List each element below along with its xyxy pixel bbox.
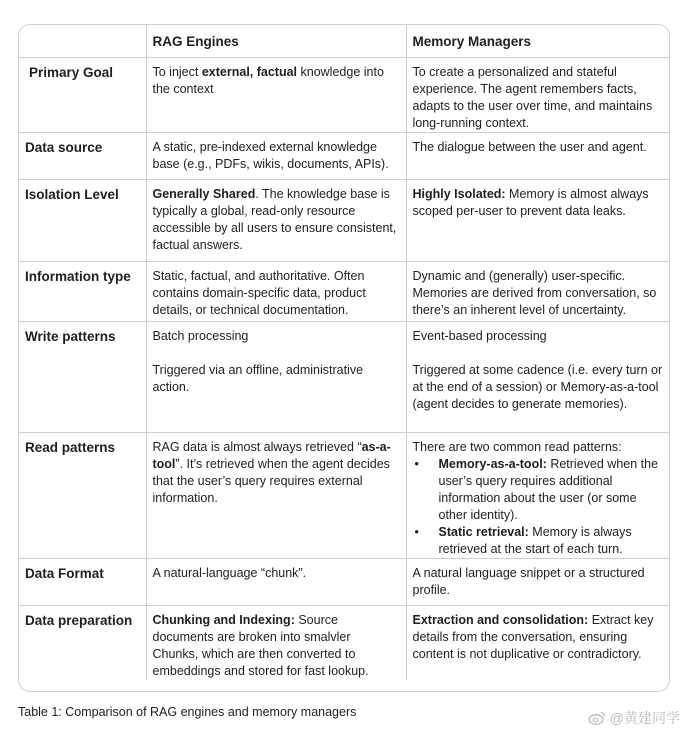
row-label: Write patterns <box>19 321 146 432</box>
memory-cell: A natural language snippet or a structured profile. <box>406 558 670 605</box>
rag-cell: To inject external, factual knowledge into the context <box>146 57 406 132</box>
mem-write-p2: Triggered at some cadence (i.e. every turn or at the end of a session) or Memory-as-a-tool (agent decides to generate memories). <box>412 362 663 411</box>
memory-cell: To create a personalized and stateful experience. The agent remembers facts, adapts to the user over time, and maintains long-running context. <box>406 57 670 132</box>
mem-write-p1: Event-based processing <box>412 328 547 343</box>
rag-cell: Generally Shared. The knowledge base is typically a global, read-only resource accessible by all users to ensure consistent, factual answers. <box>146 179 406 261</box>
row-label: Primary Goal <box>19 57 146 132</box>
comparison-table <box>19 25 670 680</box>
rag-cell <box>146 321 406 432</box>
row-label: Data source <box>19 132 146 179</box>
rag-write-p2: Triggered via an offline, administrative action. <box>152 362 364 394</box>
memory-cell <box>406 321 670 432</box>
row-write-patterns <box>19 321 670 432</box>
list-item: • Memory-as-a-tool: Retrieved when the user’s query requires additional information about the user (or some other identity). <box>413 456 666 524</box>
row-label: Data preparation <box>19 605 146 680</box>
row-label: Information type <box>19 261 146 321</box>
row-label: Isolation Level <box>19 179 146 261</box>
comparison-table-frame <box>18 24 670 692</box>
rag-cell: A natural-language “chunk”. <box>146 558 406 605</box>
rag-cell: Static, factual, and authoritative. Often contains domain-specific data, product details, or technical documentation. <box>146 261 406 321</box>
row-isolation-level <box>19 179 670 261</box>
row-data-source <box>19 132 670 179</box>
list-item: • Static retrieval: Memory is always retrieved at the start of each turn. <box>413 524 666 558</box>
weibo-icon <box>588 711 606 725</box>
rag-write-p1: Batch processing <box>152 328 249 343</box>
header-empty-cell <box>19 25 146 57</box>
memory-cell <box>406 432 670 558</box>
header-memory-managers: Memory Managers <box>406 25 670 57</box>
row-data-preparation <box>19 605 670 680</box>
row-primary-goal <box>19 57 670 132</box>
watermark <box>588 708 680 728</box>
rag-cell: RAG data is almost always retrieved “as-a-tool”. It’s retrieved when the agent decides that the user’s query requires external information. <box>146 432 406 558</box>
memory-cell: Dynamic and (generally) user-specific. Memories are derived from conversation, so there’s an inherent level of uncertainty. <box>406 261 670 321</box>
rag-cell: Chunking and Indexing: Source documents are broken into smalvler Chunks, which are then converted to embeddings and stored for fast lookup. <box>146 605 406 680</box>
header-rag-engines: RAG Engines <box>146 25 406 57</box>
memory-cell: Highly Isolated: Memory is almost always scoped per-user to prevent data leaks. <box>406 179 670 261</box>
rag-cell: A static, pre-indexed external knowledge base (e.g., PDFs, wikis, documents, APIs). <box>146 132 406 179</box>
row-label: Data Format <box>19 558 146 605</box>
row-read-patterns <box>19 432 670 558</box>
table-caption: Table 1: Comparison of RAG engines and memory managers <box>18 705 357 719</box>
row-label: Read patterns <box>19 432 146 558</box>
watermark-text: @黄建同学 <box>609 710 680 726</box>
row-information-type <box>19 261 670 321</box>
row-data-format <box>19 558 670 605</box>
read-patterns-intro: There are two common read patterns: <box>412 439 622 454</box>
read-patterns-list <box>413 456 666 558</box>
memory-cell: Extraction and consolidation: Extract key details from the conversation, ensuring content is not duplicative or contradictory. <box>412 612 654 661</box>
header-row <box>19 25 670 57</box>
memory-cell: The dialogue between the user and agent. <box>406 132 670 179</box>
